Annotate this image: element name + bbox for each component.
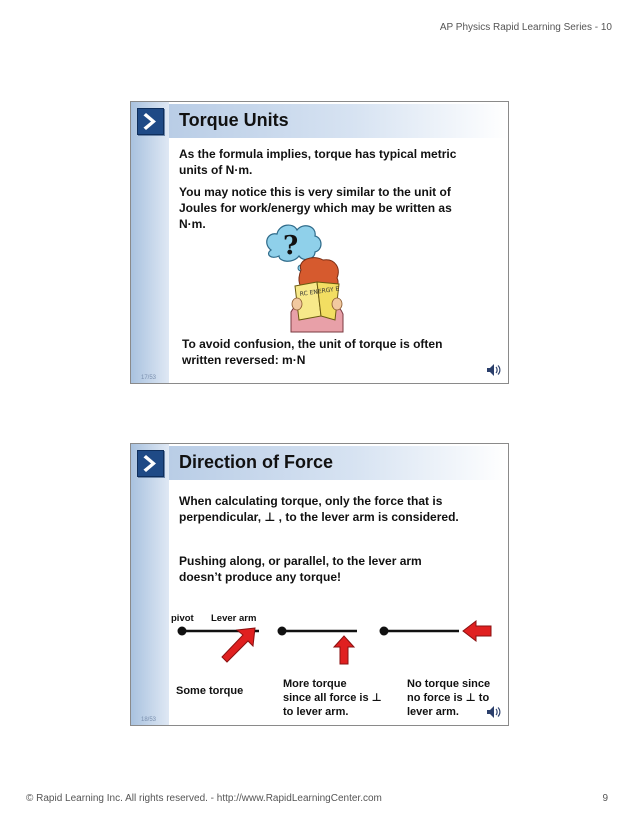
text-line: More torque: [283, 678, 347, 690]
caption-no-torque: [407, 677, 490, 719]
copyright-footer: © Rapid Learning Inc. All rights reserved. - http://www.RapidLearningCenter.com: [26, 793, 382, 804]
caption-some-torque: Some torque: [176, 685, 244, 697]
text-line: To avoid confusion, the unit of torque is often: [182, 337, 443, 351]
slide-title: Torque Units: [179, 110, 289, 130]
caption-more-torque: [283, 677, 382, 719]
text-line: written reversed: m·N: [182, 353, 306, 367]
text-line: since all force is ⊥: [283, 692, 382, 704]
force-arrow-parallel: [463, 621, 491, 641]
speaker-icon[interactable]: [485, 704, 501, 720]
text-line: You may notice this is very similar to the unit of: [179, 185, 451, 199]
text-line: No torque since: [407, 678, 491, 690]
slide-number: 18/53: [141, 717, 157, 723]
lever-arm-label: Lever arm: [211, 613, 257, 624]
force-arrow-perpendicular: [334, 636, 354, 664]
text-line: Joules for work/energy which may be written as: [179, 201, 452, 215]
slide-sidebar: [131, 102, 169, 383]
text-line: lever arm.: [407, 706, 459, 718]
text-line: As the formula implies, torque has typical metric: [179, 147, 457, 161]
paragraph-formula: [179, 146, 456, 178]
pivot-label: pivot: [171, 613, 194, 624]
text-line: no force is ⊥ to: [407, 692, 490, 704]
lever-diagram-parallel: [380, 621, 492, 641]
chevron-right-icon[interactable]: [137, 108, 164, 135]
text-line: When calculating torque, only the force that is: [179, 494, 443, 508]
text-line: to lever arm.: [283, 706, 349, 718]
lever-diagram-angled: [178, 627, 260, 663]
text-line: N·m.: [179, 217, 206, 231]
text-line: perpendicular, ⊥ , to the lever arm is considered.: [179, 510, 459, 524]
force-arrow-angled: [222, 628, 255, 662]
slide-number: 17/53: [141, 375, 157, 381]
question-mark-icon: ?: [283, 231, 299, 261]
series-header: AP Physics Rapid Learning Series - 10: [439, 22, 612, 33]
slide-title: Direction of Force: [179, 452, 334, 472]
slide-torque-units: [130, 101, 509, 384]
text-line: doesn’t produce any torque!: [179, 570, 342, 584]
speaker-icon[interactable]: [485, 362, 501, 378]
book-cover-text: RC ENERGY E: [299, 285, 340, 298]
lever-diagram-perpendicular: [278, 627, 358, 665]
slide-direction-of-force: [130, 443, 509, 726]
text-line: units of N·m.: [179, 163, 253, 177]
paragraph-reversed-unit: [182, 336, 442, 368]
confused-reader-illustration: [261, 220, 356, 335]
page-number: 9: [602, 793, 608, 804]
text-line: Pushing along, or parallel, to the lever arm: [179, 554, 422, 568]
